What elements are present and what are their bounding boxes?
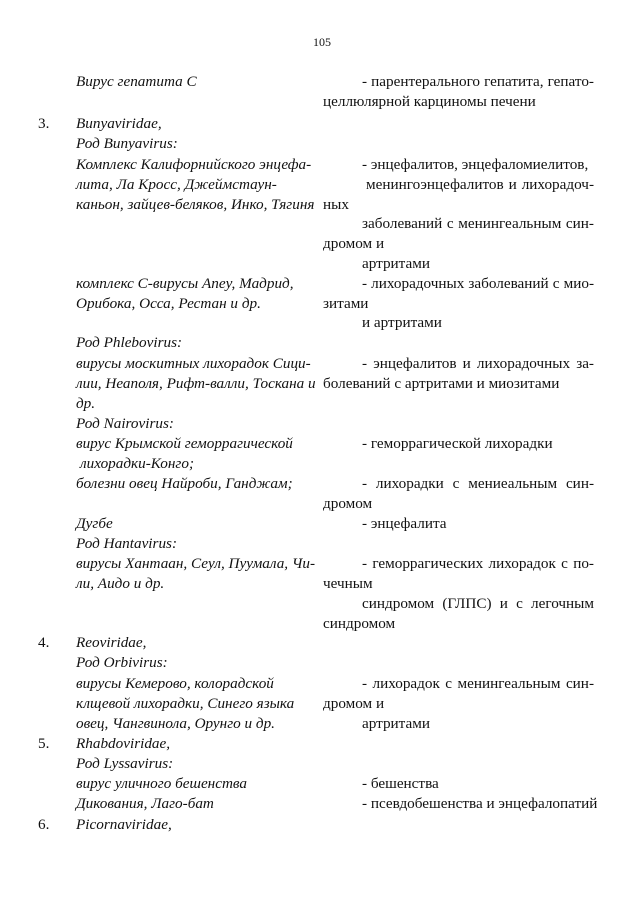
disease-text: и артритами — [362, 314, 442, 331]
disease-text: заболеваний с менингеальным син- — [362, 215, 594, 232]
disease-text: зитами — [323, 295, 369, 312]
disease-text: - парентерального гепатита, гепато- — [362, 73, 594, 90]
disease-text: чечным — [323, 575, 373, 592]
virus-name: Комплекс Калифорнийского энцефа- — [76, 156, 312, 173]
virus-name: вирус уличного бешенства — [76, 775, 248, 792]
family-name: Rhabdoviridae, — [76, 735, 171, 752]
virus-name: вирусы Хантаан, Сеул, Пуумала, Чи- — [76, 555, 316, 572]
virus-name: клщевой лихорадки, Синего языка — [76, 695, 295, 712]
virus-name: овец, Чангвинола, Орунго и др. — [76, 715, 275, 732]
virus-name: Дугбе — [76, 515, 113, 532]
disease-text: - лихорадок с менингеальным син- — [362, 675, 594, 692]
entry-number: 6. — [38, 816, 50, 833]
virus-name: болезни овец Найроби, Ганджам; — [76, 475, 293, 492]
disease-text: - лихорадки с мениеальным син- — [362, 475, 594, 492]
family-name: Reoviridae, — [76, 634, 147, 651]
disease-text: артритами — [362, 715, 430, 732]
genus-name: Род Hantavirus: — [76, 535, 178, 552]
virus-name: Дикования, Лаго-бат — [76, 795, 214, 812]
genus-name: Род Orbivirus: — [76, 654, 168, 671]
disease-text: дромом и — [323, 695, 385, 712]
virus-name: Орибока, Осса, Рестан и др. — [76, 295, 261, 312]
disease-text: - энцефалитов, энцефаломиелитов, — [362, 156, 589, 173]
disease-text: - геморрагических лихорадок с по- — [362, 555, 594, 572]
disease-text: болеваний с артритами и миозитами — [323, 375, 560, 392]
disease-text: - геморрагической лихорадки — [362, 435, 553, 452]
virus-name: вирус Крымской геморрагической — [76, 435, 293, 452]
disease-text: целлюлярной карциномы печени — [323, 93, 536, 110]
disease-text: - псевдобешенства и энцефалопатий — [362, 795, 598, 812]
genus-name: Род Phlebovirus: — [76, 334, 183, 351]
disease-text: - лихорадочных заболеваний с мио- — [362, 275, 594, 292]
disease-text: артритами — [362, 255, 430, 272]
disease-text: менингоэнцефалитов и лихорадоч- — [366, 176, 594, 193]
disease-text: ных — [323, 196, 349, 213]
disease-text: синдромом (ГЛПС) и с легочным — [362, 595, 594, 612]
entry-number: 3. — [38, 115, 50, 132]
disease-text: - бешенства — [362, 775, 439, 792]
disease-text: дромом и — [323, 235, 385, 252]
disease-text: - энцефалитов и лихорадочных за- — [362, 355, 594, 372]
disease-text: - энцефалита — [362, 515, 447, 532]
disease-text: дромом — [323, 495, 373, 512]
virus-name: др. — [76, 395, 96, 412]
entry-number: 5. — [38, 735, 50, 752]
entry-number: 4. — [38, 634, 50, 651]
virus-name: комплекс С-вирусы Апеу, Мадрид, — [76, 275, 294, 292]
genus-name: Род Nairovirus: — [76, 415, 174, 432]
family-name: Bunyaviridae, — [76, 115, 162, 132]
genus-name: Род Bunyavirus: — [76, 135, 178, 152]
virus-name: Вирус гепатита С — [76, 73, 197, 90]
disease-text: синдромом — [323, 615, 396, 632]
virus-name: вирусы Кемерово, колорадской — [76, 675, 274, 692]
page-number: 105 — [313, 35, 331, 49]
virus-name: каньон, зайцев-беляков, Инко, Тягиня — [76, 196, 315, 213]
virus-name: лии, Неаполя, Рифт-валли, Тоскана и — [76, 375, 316, 392]
virus-name: вирусы москитных лихорадок Сици- — [76, 355, 311, 372]
virus-name: лита, Ла Кросс, Джеймстаун- — [76, 176, 277, 193]
virus-name: ли, Аидо и др. — [76, 575, 165, 592]
genus-name: Род Lyssavirus: — [76, 755, 174, 772]
virus-name: лихорадки-Конго; — [80, 455, 195, 472]
family-name: Picornaviridae, — [76, 816, 172, 833]
